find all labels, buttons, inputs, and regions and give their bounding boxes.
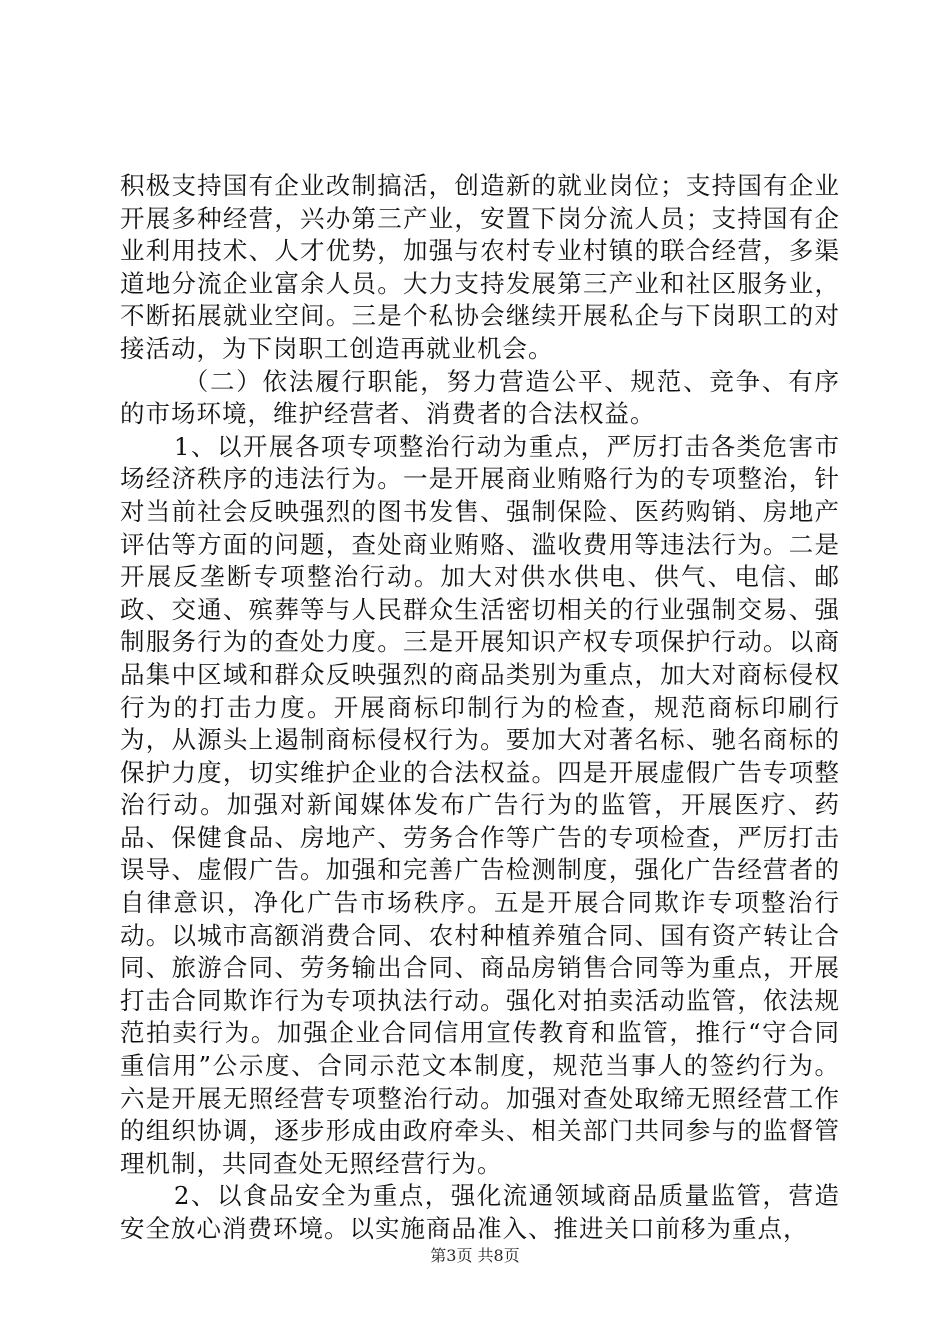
document-body (120, 170, 840, 1246)
paragraph-item-1: 1、以开展各项专项整治行动为重点，严厉打击各类危害市场经济秩序的违法行为。一是开展商业贿赂行为的专项整治，针对当前社会反映强烈的图书发售、强制保险、医药购销、房地产评估等方面的问题，查处商业贿赂、滥收费用等违法行为。二是开展反垄断专项整治行动。加大对供水供电、供气、电信、邮政、交通、殡葬等与人民群众生活密切相关的行业强制交易、强制服务行为的查处力度。三是开展知识产权专项保护行动。以商品集中区域和群众反映强烈的商品类别为重点，加大对商标侵权行为的打击力度。开展商标印制行为的检查，规范商标印刷行为，从源头上遏制商标侵权行为。要加大对著名标、驰名商标的保护力度，切实维护企业的合法权益。四是开展虚假广告专项整治行动。加强对新闻媒体发布广告行为的监管，开展医疗、药品、保健食品、房地产、劳务合作等广告的专项检查，严厉打击误导、虚假广告。加强和完善广告检测制度，强化广告经营者的自律意识，净化广告市场秩序。五是开展合同欺诈专项整治行动。以城市高额消费合同、农村种植养殖合同、国有资产转让合同、旅游合同、劳务输出合同、商品房销售合同等为重点，开展打击合同欺诈行为专项执法行动。强化对拍卖活动监管，依法规范拍卖行为。加强企业合同信用宣传教育和监管，推行“守合同重信用”公示度、合同示范文本制度，规范当事人的签约行为。六是开展无照经营专项整治行动。加强对查处取缔无照经营工作的组织协调，逐步形成由政府牵头、相关部门共同参与的监督管理机制，共同查处无照经营行为。 (120, 431, 840, 1178)
paragraph-continuation: 积极支持国有企业改制搞活，创造新的就业岗位；支持国有企业开展多种经营，兴办第三产业，安置下岗分流人员；支持国有企业利用技术、人才优势，加强与农村专业村镇的联合经营，多渠道地分流企业富余人员。大力支持发展第三产业和社区服务业，不断拓展就业空间。三是个私协会继续开展私企与下岗职工的对接活动，为下岗职工创造再就业机会。 (120, 171, 840, 363)
page-footer (0, 1246, 950, 1266)
page-number: 第3页 共8页 (430, 1246, 520, 1265)
paragraph-section-heading: （二）依法履行职能，努力营造公平、规范、竞争、有序的市场环境，维护经营者、消费者的合法权益。 (120, 366, 840, 429)
paragraph-item-2: 2、以食品安全为重点，强化流通领域商品质量监管，营造安全放心消费环境。以实施商品准入、推进关口前移为重点， (120, 1181, 840, 1243)
